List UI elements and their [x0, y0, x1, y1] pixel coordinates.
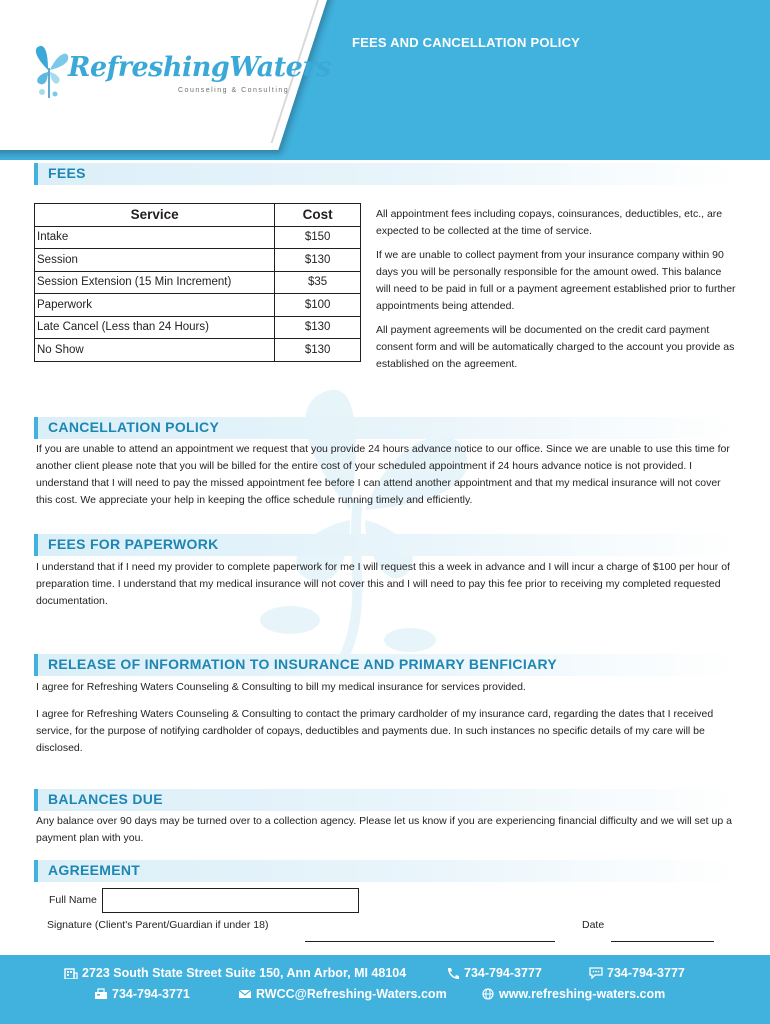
date-label: Date — [582, 919, 605, 931]
phone-icon — [446, 967, 460, 979]
release-section-heading — [34, 654, 737, 676]
document-title: FEES AND CANCELLATION POLICY — [352, 35, 581, 50]
balances-text: Any balance over 90 days may be turned over to a collection agency. Please let us know if you are experiencing financial difficulty and we will set up a payment plan with you. — [36, 815, 732, 844]
phone-text: 734-794-3777 — [464, 966, 542, 980]
footer-website[interactable] — [481, 987, 665, 1001]
agreement-heading-text: AGREEMENT — [48, 862, 141, 878]
service-cell: No Show — [35, 339, 275, 362]
table-row — [35, 226, 361, 249]
logo-tagline: Counseling & Consulting — [178, 87, 290, 94]
table-header-row — [35, 204, 361, 227]
text-line-text: 734-794-3777 — [607, 966, 685, 980]
balances-section-heading — [34, 789, 737, 811]
cost-cell: $100 — [275, 294, 361, 317]
cost-cell: $35 — [275, 271, 361, 294]
address-text: 2723 South State Street Suite 150, Ann Arbor, MI 48104 — [82, 966, 407, 980]
signature-field[interactable] — [305, 941, 555, 942]
globe-icon — [481, 988, 495, 1000]
signature-label: Signature (Client's Parent/Guardian if under 18) — [47, 919, 269, 931]
cancellation-section-heading — [34, 417, 737, 439]
release-text-billing: I agree for Refreshing Waters Counseling & Consulting to bill my medical insurance for services provided. — [36, 681, 526, 693]
butterfly-icon — [28, 40, 72, 100]
fee-table — [34, 203, 361, 362]
company-logo — [28, 40, 331, 110]
footer — [0, 955, 770, 1024]
footer-address — [64, 966, 406, 980]
balances-heading-text: BALANCES DUE — [48, 791, 163, 807]
fee-note-agreements: All payment agreements will be documented on the credit card payment consent form and will be automatically charged to the account you provide as established on the agreement. — [376, 324, 735, 370]
logo-wordmark: RefreshingWaters — [68, 52, 331, 83]
service-cell: Late Cancel (Less than 24 Hours) — [35, 316, 275, 339]
full-name-label: Full Name — [49, 894, 97, 906]
table-row — [35, 339, 361, 362]
fees-heading-text: FEES — [48, 165, 86, 181]
full-name-field[interactable] — [102, 888, 359, 913]
fax-text: 734-794-3771 — [112, 987, 190, 1001]
paperwork-text: I understand that if I need my provider to complete paperwork for me I will request this a week in advance and I will incur a charge of $100 per hour of preparation time. I understand that my medical insurance will not cover this and I will need to pay this fee prior to receiving my completed requested documentation. — [36, 561, 730, 607]
website-text: www.refreshing-waters.com — [499, 987, 666, 1001]
fees-section-heading — [34, 163, 737, 185]
footer-phone[interactable] — [446, 966, 542, 980]
service-cell: Paperwork — [35, 294, 275, 317]
table-row — [35, 294, 361, 317]
paperwork-section-heading — [34, 534, 737, 556]
cost-cell: $130 — [275, 316, 361, 339]
footer-fax[interactable] — [94, 987, 190, 1001]
table-row — [35, 249, 361, 272]
fax-icon — [94, 988, 108, 1000]
paperwork-heading-text: FEES FOR PAPERWORK — [48, 536, 219, 552]
footer-email[interactable] — [238, 987, 447, 1001]
fee-notes — [376, 206, 738, 380]
release-heading-text: RELEASE OF INFORMATION TO INSURANCE AND PRIMARY BENFICIARY — [48, 656, 557, 672]
building-icon — [64, 967, 78, 979]
butterfly-watermark-icon — [230, 360, 490, 670]
email-text: RWCC@Refreshing-Waters.com — [256, 987, 447, 1001]
release-text-cardholder: I agree for Refreshing Waters Counseling & Consulting to contact the primary cardholder of my insurance card, regarding the dates that I received service, for the purpose of notifying cardholder of copays, deductibles and payments due. In such instances no specific details of my care will be disclosed. — [36, 708, 714, 754]
service-cell: Intake — [35, 226, 275, 249]
chat-bubble-icon — [589, 967, 603, 979]
cost-cell: $130 — [275, 339, 361, 362]
table-row — [35, 316, 361, 339]
cost-cell: $150 — [275, 226, 361, 249]
footer-text-line[interactable] — [589, 966, 685, 980]
cancellation-text: If you are unable to attend an appointment we request that you provide 24 hours advance notice to our office. Since we are unable to use this time for another client please note that you will be billed for the entire cost of your scheduled appointment if 24 hours advance notice is not provided. I understand that I will need to pay the missed appointment fee before I can attend another appointment and that my medical insurance will not cover this cost. We appreciate your help in keeping the office schedule running timely and efficiently. — [36, 443, 730, 506]
date-field[interactable] — [611, 941, 714, 942]
service-cell: Session — [35, 249, 275, 272]
column-header-service: Service — [35, 204, 275, 227]
envelope-icon — [238, 988, 252, 1000]
service-cell: Session Extension (15 Min Increment) — [35, 271, 275, 294]
cancellation-heading-text: CANCELLATION POLICY — [48, 419, 220, 435]
fee-note-collection: All appointment fees including copays, coinsurances, deductibles, etc., are expected to be collected at the time of service. — [376, 208, 723, 237]
fee-note-insurance: If we are unable to collect payment from your insurance company within 90 days you will be personally responsible for the amount owed. This balance will need to be paid in full or a payment agreement established prior to further appointments being attended. — [376, 249, 736, 312]
agreement-section-heading — [34, 860, 737, 882]
cost-cell: $130 — [275, 249, 361, 272]
column-header-cost: Cost — [275, 204, 361, 227]
table-row — [35, 271, 361, 294]
